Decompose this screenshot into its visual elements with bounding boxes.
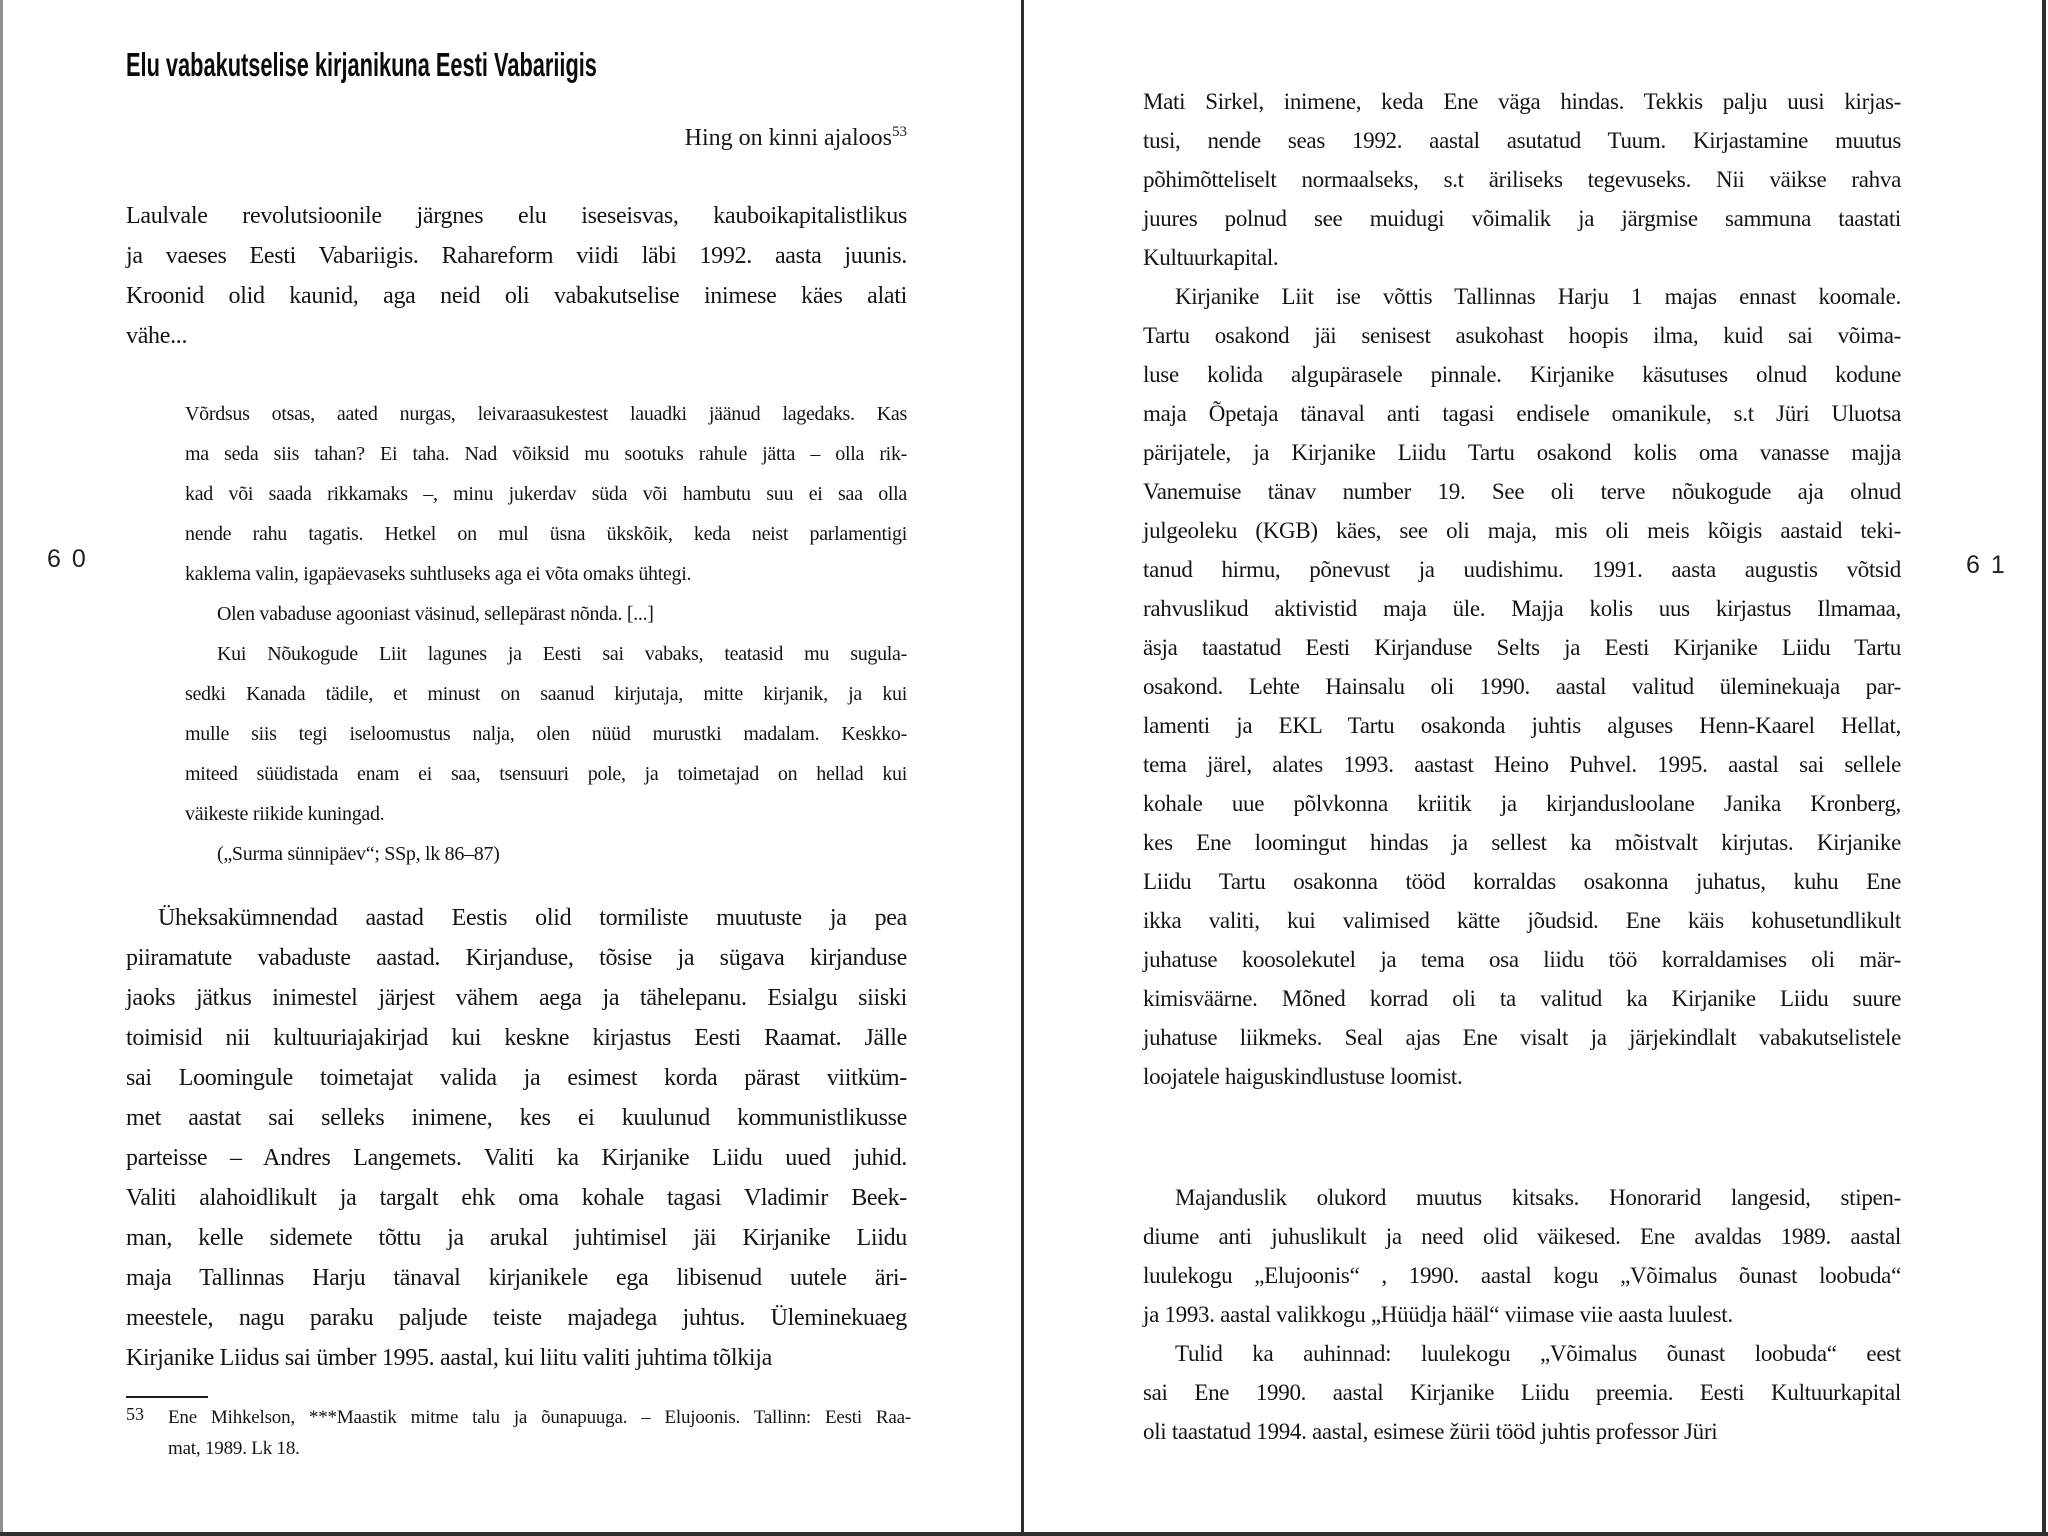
footnote — [126, 1402, 911, 1464]
footnote-rule — [126, 1396, 208, 1398]
text-line: rahvuslikud aktivistid maja üle. Majja kolis uus kirjastus Ilmamaa, — [1143, 596, 1901, 621]
chapter-title: Elu vabakutselise kirjanikuna Eesti Vabariigis — [126, 46, 597, 83]
text-line: ja 1993. aastal valikkogu „Hüüdja hääl“ viimase viie aasta luulest. — [1143, 1302, 1733, 1327]
text-line: mulle siis tegi iseloomustus nalja, olen nüüd murustki madalam. Keskko- — [185, 723, 907, 745]
text-line: ikka valiti, kui valimised kätte jõudsid. Ene käis kohusetundlikult — [1143, 908, 1901, 933]
text-line: nende rahu tagatis. Hetkel on mul üsna ükskõik, keda neist parlamentigi — [185, 523, 907, 545]
text-line: juhatuse koosolekutel ja tema osa liidu töö korraldamises oli mär- — [1143, 947, 1901, 972]
text-line: ja vaeses Eesti Vabariigis. Rahareform viidi läbi 1992. aasta juunis. — [126, 243, 907, 269]
text-line: Laulvale revolutsioonile järgnes elu iseseisvas, kauboikapitalistlikus — [126, 203, 907, 229]
text-line: kaklema valin, igapäevaseks suhtluseks aga ei võta omaks ühtegi. — [185, 563, 692, 585]
text-line: Ene Mihkelson, ***Maastik mitme talu ja õunapuuga. – Elujoonis. Tallinn: Eesti Raa- — [168, 1407, 911, 1428]
text-line: Kultuurkapital. — [1143, 245, 1279, 270]
text-line: Vanemuise tänav number 19. See oli terve nõukogude aja olnud — [1143, 479, 1901, 504]
text-line: kes Ene loomingut hindas ja sellest ka mõistvalt kirjutas. Kirjanike — [1143, 830, 1901, 855]
paragraph-left-1 — [126, 196, 907, 356]
text-line: parteisse – Andres Langemets. Valiti ka Kirjanike Liidu uued juhid. — [126, 1145, 907, 1171]
text-line: toimisid nii kultuuriajakirjad kui keskne kirjastus Eesti Raamat. Jälle — [126, 1025, 907, 1051]
text-line: oli taastatud 1994. aastal, esimese žürii tööd juhtis professor Jüri — [1143, 1419, 1718, 1444]
text-line: sai Ene 1990. aastal Kirjanike Liidu preemia. Eesti Kultuurkapital — [1143, 1380, 1901, 1405]
text-line: ma seda siis tahan? Ei taha. Nad võiksid mu sootuks rahule jätta – olla rik- — [185, 443, 907, 465]
text-line: luulekogu „Elujoonis“ , 1990. aastal kogu „Võimalus õunast loobuda“ — [1143, 1263, 1901, 1288]
text-line: Olen vabaduse agooniast väsinud, sellepärast nõnda. [...] — [217, 603, 654, 625]
text-line: maja Tallinnas Harju tänaval kirjanikele ega libisenud uutele äri- — [126, 1265, 907, 1291]
scan-edge-left — [0, 0, 3, 1536]
text-line: met aastat sai selleks inimene, kes ei kuulunud kommunistlikusse — [126, 1105, 907, 1131]
text-line: sedki Kanada tädile, et minust on saanud kirjutaja, mitte kirjanik, ja kui — [185, 683, 907, 705]
text-line: sai Loomingule toimetajat valida ja esimest korda pärast viitküm- — [126, 1065, 907, 1091]
text-line: osakond. Lehte Hainsalu oli 1990. aastal valitud üleminekuaja par- — [1143, 674, 1901, 699]
text-line: mat, 1989. Lk 18. — [168, 1438, 300, 1459]
text-line: maja Õpetaja tänaval anti tagasi endisele omanikule, s.t Jüri Uluotsa — [1143, 401, 1901, 426]
text-line: Kirjanike Liit ise võttis Tallinnas Harju 1 majas ennast koomale. — [1175, 284, 1901, 309]
text-line: Tulid ka auhinnad: luulekogu „Võimalus õunast loobuda“ eest — [1175, 1341, 1901, 1366]
text-line: kohale uue põlvkonna kriitik ja kirjandusloolane Janika Kronberg, — [1143, 791, 1901, 816]
text-line: tema järel, alates 1993. aastast Heino Puhvel. 1995. aastal sai sellele — [1143, 752, 1901, 777]
text-line: Tartu osakond jäi senisest asukohast hoopis ilma, kuid sai võima- — [1143, 323, 1901, 348]
paragraph-right-3 — [1143, 1178, 1901, 1334]
paragraph-right-2 — [1143, 277, 1901, 1096]
text-line: miteed süüdistada enam ei saa, tsensuuri pole, ja toimetajad on hellad kui — [185, 763, 907, 785]
scan-edge-right — [2042, 0, 2046, 1536]
subtitle-text: Hing on kinni ajaloos — [684, 125, 892, 151]
paragraph-left-2 — [126, 898, 907, 1378]
page-number-right: 61 — [1966, 551, 2016, 579]
text-line: Üheksakümnendad aastad Eestis olid tormiliste muutuste ja pea — [158, 905, 907, 931]
text-line: diume anti juhuslikult ja need olid väikesed. Ene avaldas 1989. aastal — [1143, 1224, 1901, 1249]
footnote-text — [168, 1402, 911, 1464]
text-line: Kui Nõukogude Liit lagunes ja Eesti sai vabaks, teatasid mu sugula- — [217, 643, 907, 665]
text-line: loojatele haiguskindlustuse loomist. — [1143, 1064, 1463, 1089]
text-line: luse kolida algupärasele pinnale. Kirjanike käsutuses olnud kodune — [1143, 362, 1901, 387]
scan-edge-bottom — [0, 1532, 2048, 1536]
page-gutter-divider — [1021, 0, 1024, 1536]
text-line: juhatuse liikmeks. Seal ajas Ene visalt ja järjekindlalt vabakutselistele — [1143, 1025, 1901, 1050]
text-line: tusi, nende seas 1992. aastal asutatud Tuum. Kirjastamine muutus — [1143, 128, 1901, 153]
text-line: man, kelle sidemete tõttu ja arukal juhtimisel jäi Kirjanike Liidu — [126, 1225, 907, 1251]
text-line: kimisväärne. Mõned korrad oli ta valitud ka Kirjanike Liidu suure — [1143, 986, 1901, 1011]
text-line: Võrdsus otsas, aated nurgas, leivaraasukestest lauadki jäänud lagedaks. Kas — [185, 403, 907, 425]
text-line: Valiti alahoidlikult ja targalt ehk oma kohale tagasi Vladimir Beek- — [126, 1185, 907, 1211]
footnote-marker: 53 — [126, 1404, 144, 1424]
text-line: pärijatele, ja Kirjanike Liidu Tartu osakond kolis oma vanasse majja — [1143, 440, 1901, 465]
page-number-left: 60 — [47, 545, 97, 573]
text-line: lamenti ja EKL Tartu osakonda juhtis alguses Henn-Kaarel Hellat, — [1143, 713, 1901, 738]
footnote-reference: 53 — [892, 124, 907, 140]
paragraph-right-4 — [1143, 1334, 1901, 1451]
text-line: väikeste riikide kuningad. — [185, 803, 385, 825]
text-line: kad või saada rikkamaks –, minu jukerdav süda või hambutu suu ei saa olla — [185, 483, 907, 505]
text-line: juures polnud see muidugi võimalik ja järgmise sammuna taastati — [1143, 206, 1901, 231]
text-line: Majanduslik olukord muutus kitsaks. Honorarid langesid, stipen- — [1175, 1185, 1901, 1210]
block-quote — [185, 394, 907, 874]
text-line: põhimõtteliselt normaalseks, s.t äriliseks tegevuseks. Nii väikse rahva — [1143, 167, 1901, 192]
text-line: jaoks jätkus inimestel järjest vähem aega ja tähelepanu. Esialgu siiski — [126, 985, 907, 1011]
text-line: julgeoleku (KGB) käes, see oli maja, mis oli meis kõigis aastaid teki- — [1143, 518, 1901, 543]
text-line: („Surma sünnipäev“; SSp, lk 86–87) — [217, 843, 500, 865]
text-line: Liidu Tartu osakonna tööd korraldas osakonna juhatus, kuhu Ene — [1143, 869, 1901, 894]
text-line: äsja taastatud Eesti Kirjanduse Selts ja Eesti Kirjanike Liidu Tartu — [1143, 635, 1901, 660]
text-line: Kirjanike Liidus sai ümber 1995. aastal, kui liitu valiti juhtima tõlkija — [126, 1345, 772, 1371]
text-line: meestele, nagu paraku paljude teiste majadega juhtus. Üleminekuaeg — [126, 1305, 907, 1331]
paragraph-right-1 — [1143, 82, 1901, 277]
text-line: Kroonid olid kaunid, aga neid oli vabakutselise inimese käes alati — [126, 283, 907, 309]
text-line: piiramatute vabaduste aastad. Kirjanduse, tõsise ja sügava kirjanduse — [126, 945, 907, 971]
chapter-subtitle — [126, 124, 907, 152]
text-line: tanud hirmu, põnevust ja uudishimu. 1991. aasta augustis võtsid — [1143, 557, 1901, 582]
text-line: Mati Sirkel, inimene, keda Ene väga hindas. Tekkis palju uusi kirjas- — [1143, 89, 1901, 114]
text-line: vähe... — [126, 323, 188, 349]
